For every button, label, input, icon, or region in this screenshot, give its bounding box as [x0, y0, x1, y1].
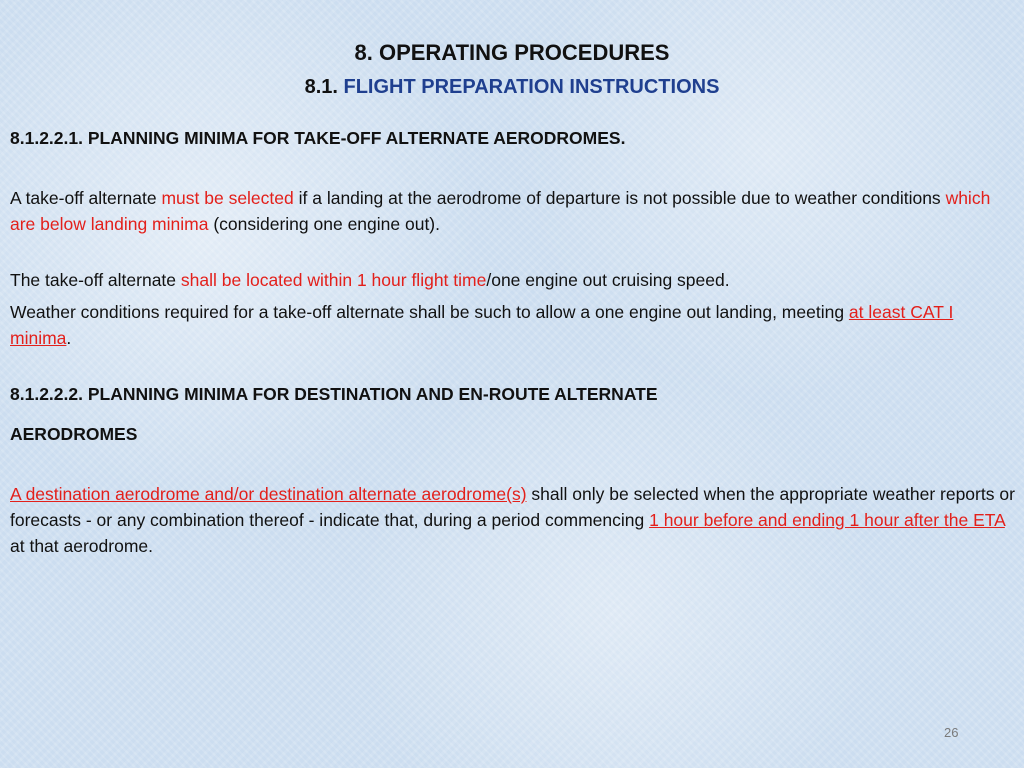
text: .	[66, 328, 72, 348]
section1-paragraph-2	[10, 267, 1015, 293]
text: /one engine out cruising speed.	[486, 270, 730, 290]
highlight-text: shall be located within 1 hour flight time	[180, 270, 487, 290]
text: Weather conditions required for a take-off alternate shall be such to allow a one engine out landing, meeting	[10, 302, 849, 322]
text: (considering one engine out).	[208, 214, 440, 234]
text: shall only be selected when the appropriate weather reports or forecasts - or any combination thereof - indicate that, during a period commencing	[10, 484, 1015, 530]
subtitle-text: FLIGHT PREPARATION INSTRUCTIONS	[343, 76, 720, 98]
subtitle-prefix: 8.1.	[304, 76, 338, 98]
highlight-text: A destination aerodrome and/or destination alternate aerodrome(s)	[10, 484, 527, 504]
text: if a landing at the aerodrome of departure is not possible due to weather conditions	[293, 188, 946, 208]
highlight-text: 1 hour before and ending 1 hour after the ETA	[649, 510, 1005, 530]
section2-heading-line2: AERODROMES	[10, 424, 138, 444]
section1-paragraph-1	[10, 185, 1015, 237]
section1-heading: 8.1.2.2.1. PLANNING MINIMA FOR TAKE-OFF ALTERNATE AERODROMES.	[10, 128, 626, 148]
section2-heading: 8.1.2.2.2. PLANNING MINIMA FOR DESTINATION AND EN-ROUTE ALTERNATE	[10, 384, 658, 404]
slide-subtitle	[0, 76, 1024, 99]
highlight-text: at least CAT I minima	[10, 302, 954, 348]
text: A take-off alternate	[10, 188, 162, 208]
text: The take-off alternate	[10, 270, 181, 290]
highlight-text: which are below landing minima	[10, 188, 991, 234]
section2-paragraph-1	[10, 481, 1015, 559]
slide-body	[10, 125, 1015, 559]
slide-title: 8. OPERATING PROCEDURES	[354, 40, 670, 65]
page-number: 26	[944, 725, 959, 740]
highlight-text: must be selected	[161, 188, 294, 208]
section1-paragraph-3	[10, 299, 1015, 351]
text: at that aerodrome.	[10, 536, 153, 556]
